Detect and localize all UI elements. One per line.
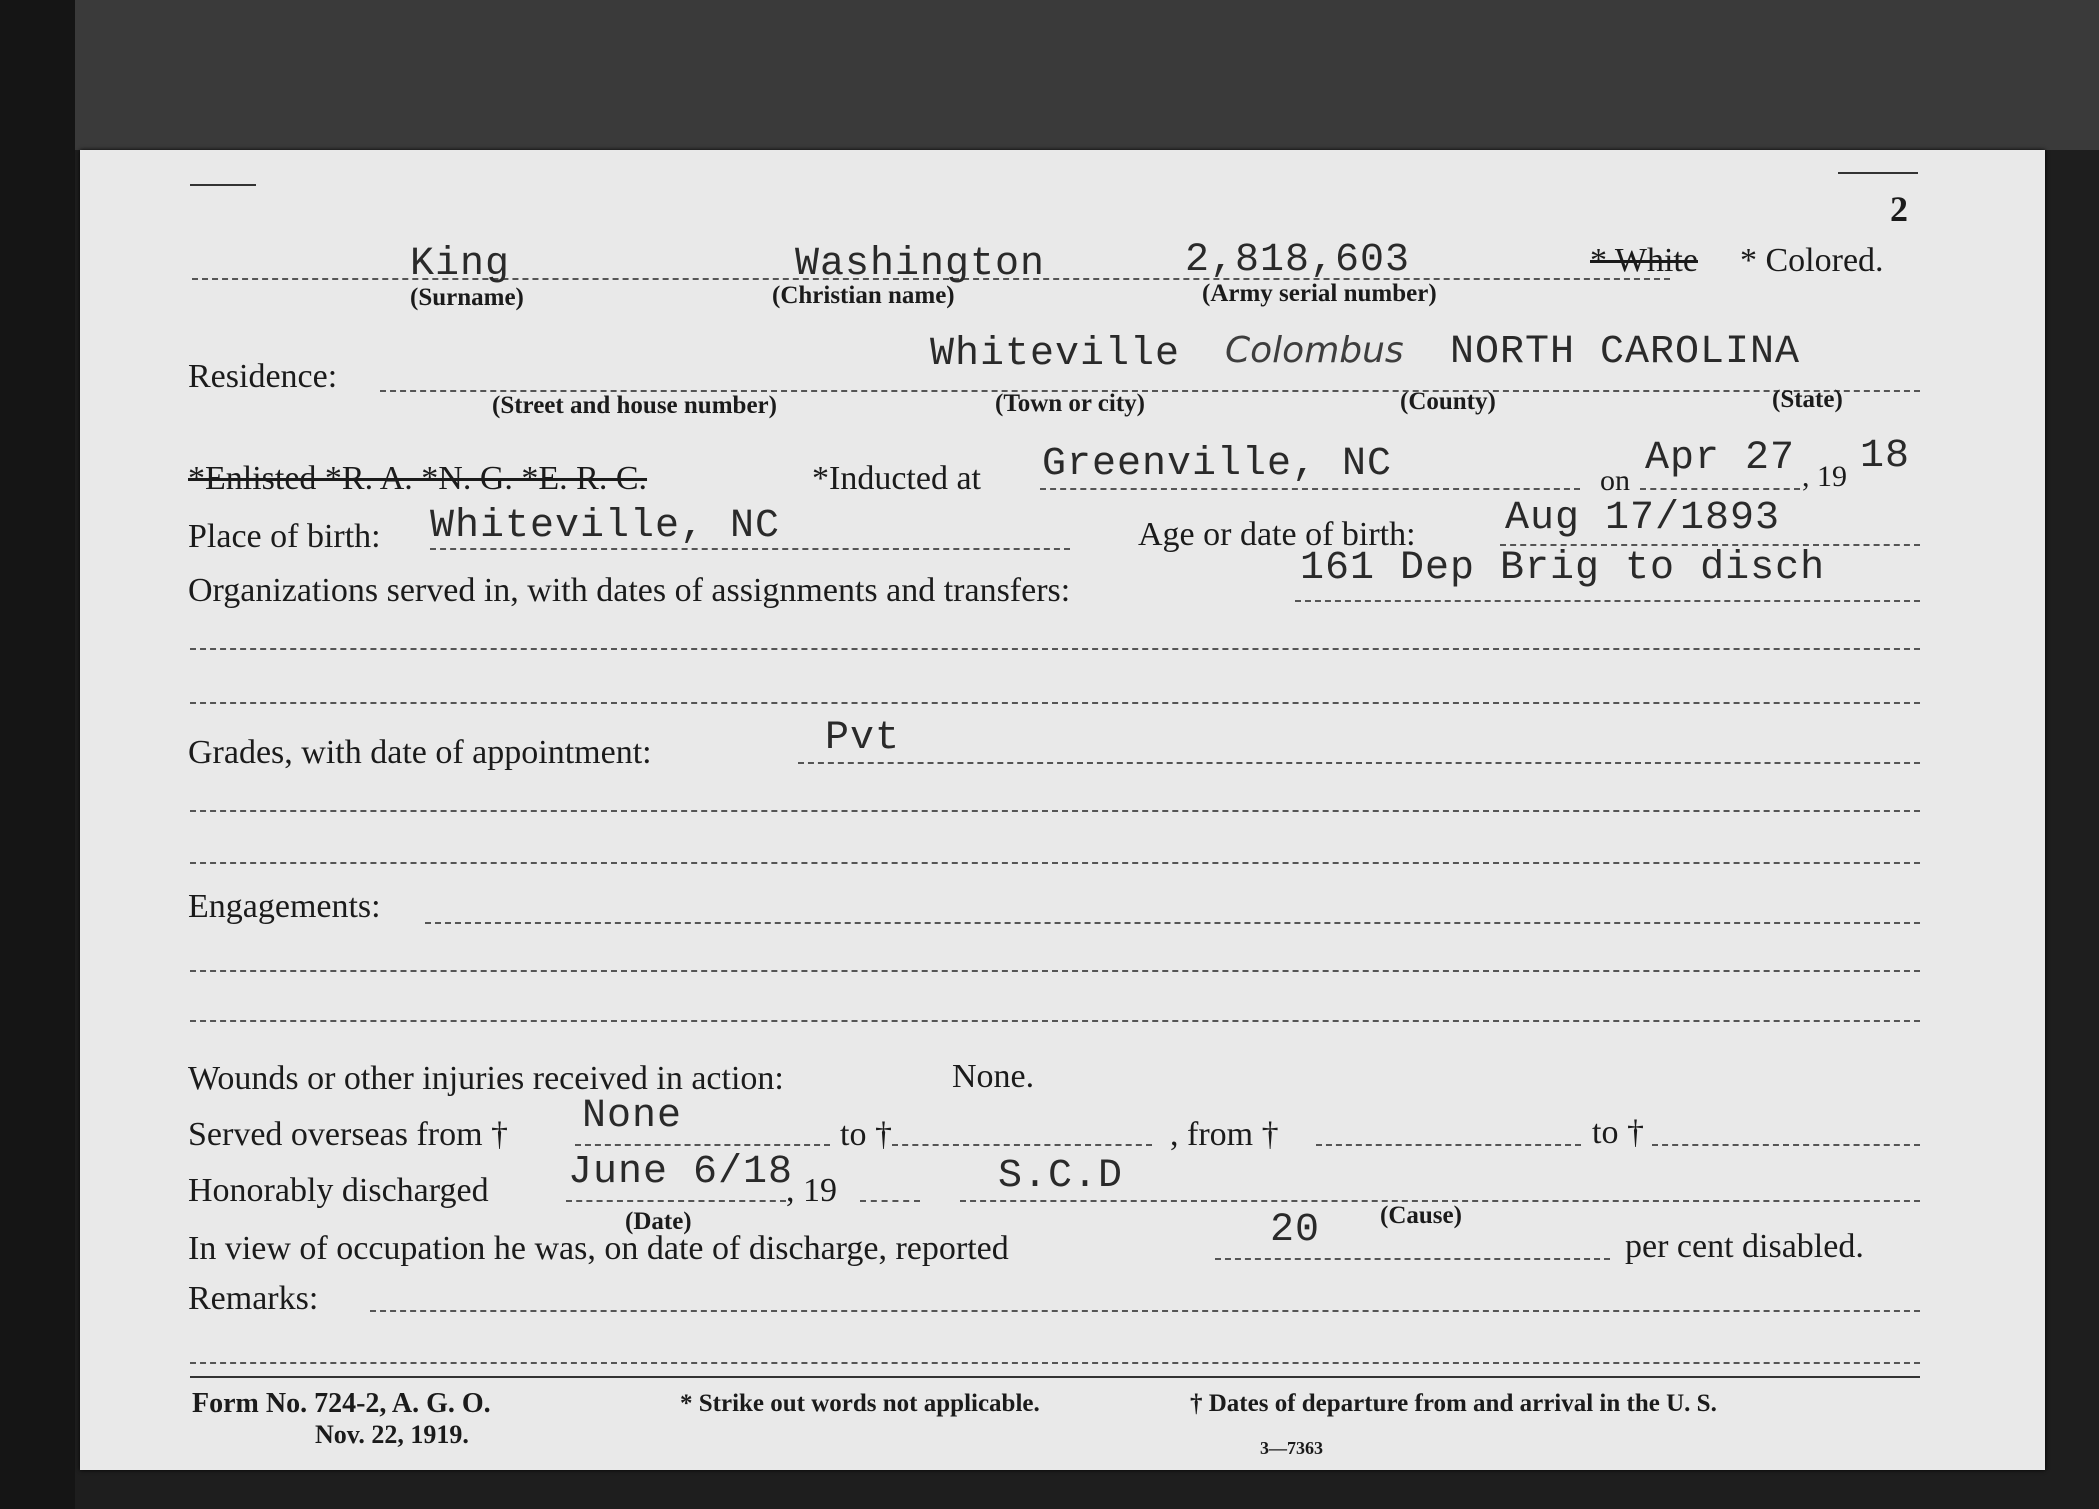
overseas-from-value: None (582, 1094, 683, 1139)
engagements-line (425, 922, 1920, 924)
overseas-to2-line (1652, 1144, 1920, 1146)
place-of-birth-value: Whiteville, NC (430, 504, 781, 549)
town-caption: (Town or city) (995, 390, 1145, 417)
discharge-date-line (566, 1200, 786, 1202)
disability-line (1215, 1258, 1610, 1260)
corner-mark-right (1838, 172, 1918, 174)
organizations-value: 161 Dep Brig to disch (1300, 546, 1826, 591)
residence-town-value: Whiteville (930, 332, 1181, 377)
wounds-value: None. (952, 1058, 1035, 1095)
organizations-line (1295, 600, 1920, 602)
place-of-birth-label: Place of birth: (188, 518, 381, 555)
discharge-cause-value: S.C.D (998, 1154, 1124, 1199)
disability-suffix: per cent disabled. (1625, 1228, 1864, 1265)
surname-value: King (410, 242, 511, 287)
grades-label: Grades, with date of appointment: (188, 734, 652, 771)
street-caption: (Street and house number) (492, 392, 777, 419)
grades-value: Pvt (825, 716, 901, 761)
inducted-at-label: *Inducted at (812, 460, 981, 497)
engagements-label: Engagements: (188, 888, 381, 925)
residence-label: Residence: (188, 358, 338, 395)
residence-county-value: Colombus (1225, 330, 1404, 371)
grades-line-3 (190, 862, 1920, 864)
induction-year-value: 18 (1860, 434, 1911, 479)
grades-line-2 (190, 810, 1920, 812)
birth-date-value: Aug 17/1893 (1505, 496, 1781, 541)
inducted-place-line (1040, 488, 1580, 490)
overseas-from-line (575, 1144, 830, 1146)
white-label: * White (1590, 242, 1698, 279)
overseas-to2-label: to † (1592, 1114, 1644, 1151)
background-top (0, 0, 2099, 150)
age-label: Age or date of birth: (1138, 516, 1416, 553)
background-left (0, 0, 75, 1509)
engagements-line-3 (190, 1020, 1920, 1022)
disability-value: 20 (1270, 1208, 1321, 1253)
discharge-date-value: June 6/18 (568, 1150, 794, 1195)
wounds-label: Wounds or other injuries received in action: (188, 1060, 784, 1097)
strike-note: * Strike out words not applicable. (680, 1390, 1040, 1417)
form-date: Nov. 22, 1919. (315, 1420, 469, 1449)
overseas-to-label: to † (840, 1116, 892, 1153)
year-prefix: , 19 (1802, 460, 1847, 493)
discharge-year-label: , 19 (786, 1172, 837, 1209)
overseas-to-line (892, 1144, 1152, 1146)
place-of-birth-line (430, 548, 1070, 550)
inducted-place-value: Greenville, NC (1042, 442, 1393, 487)
colored-label: * Colored. (1740, 242, 1884, 279)
state-caption: (State) (1772, 386, 1843, 413)
discharged-label: Honorably discharged (188, 1172, 489, 1209)
grades-line (798, 762, 1920, 764)
discharge-cause-caption: (Cause) (1380, 1202, 1462, 1229)
card-number: 2 (1890, 189, 1908, 229)
engagements-line-2 (190, 970, 1920, 972)
disability-label: In view of occupation he was, on date of discharge, reported (188, 1230, 1009, 1267)
induction-date-line (1640, 488, 1800, 490)
surname-caption: (Surname) (410, 284, 524, 311)
remarks-line (370, 1310, 1920, 1312)
serial-number-caption: (Army serial number) (1202, 280, 1437, 307)
print-code: 3—7363 (1260, 1438, 1323, 1458)
remarks-label: Remarks: (188, 1280, 319, 1317)
discharge-date-caption: (Date) (625, 1208, 692, 1235)
organizations-label: Organizations served in, with dates of assignments and transfers: (188, 572, 1071, 609)
discharge-year-line (860, 1200, 920, 1202)
residence-state-value: NORTH CAROLINA (1450, 330, 1801, 375)
organizations-line-2 (190, 648, 1920, 650)
serial-number-value: 2,818,603 (1185, 238, 1411, 283)
served-overseas-label: Served overseas from † (188, 1116, 509, 1153)
on-label: on (1600, 464, 1630, 497)
footer-rule (190, 1376, 1920, 1378)
overseas-from2-line (1316, 1144, 1581, 1146)
organizations-line-3 (190, 702, 1920, 704)
county-caption: (County) (1400, 388, 1496, 415)
christian-name-caption: (Christian name) (772, 282, 955, 309)
remarks-line-2 (190, 1362, 1920, 1364)
form-number: Form No. 724-2, A. G. O. (192, 1388, 491, 1419)
corner-mark-left (190, 184, 256, 186)
overseas-from2-label: , from † (1170, 1116, 1279, 1153)
dagger-note: † Dates of departure from and arrival in the U. S. (1190, 1390, 1717, 1417)
enlisted-options-label: *Enlisted *R. A. *N. G. *E. R. C. (188, 460, 648, 497)
service-record-card (80, 150, 2045, 1470)
induction-date-value: Apr 27 (1645, 436, 1796, 481)
christian-name-value: Washington (795, 242, 1046, 287)
